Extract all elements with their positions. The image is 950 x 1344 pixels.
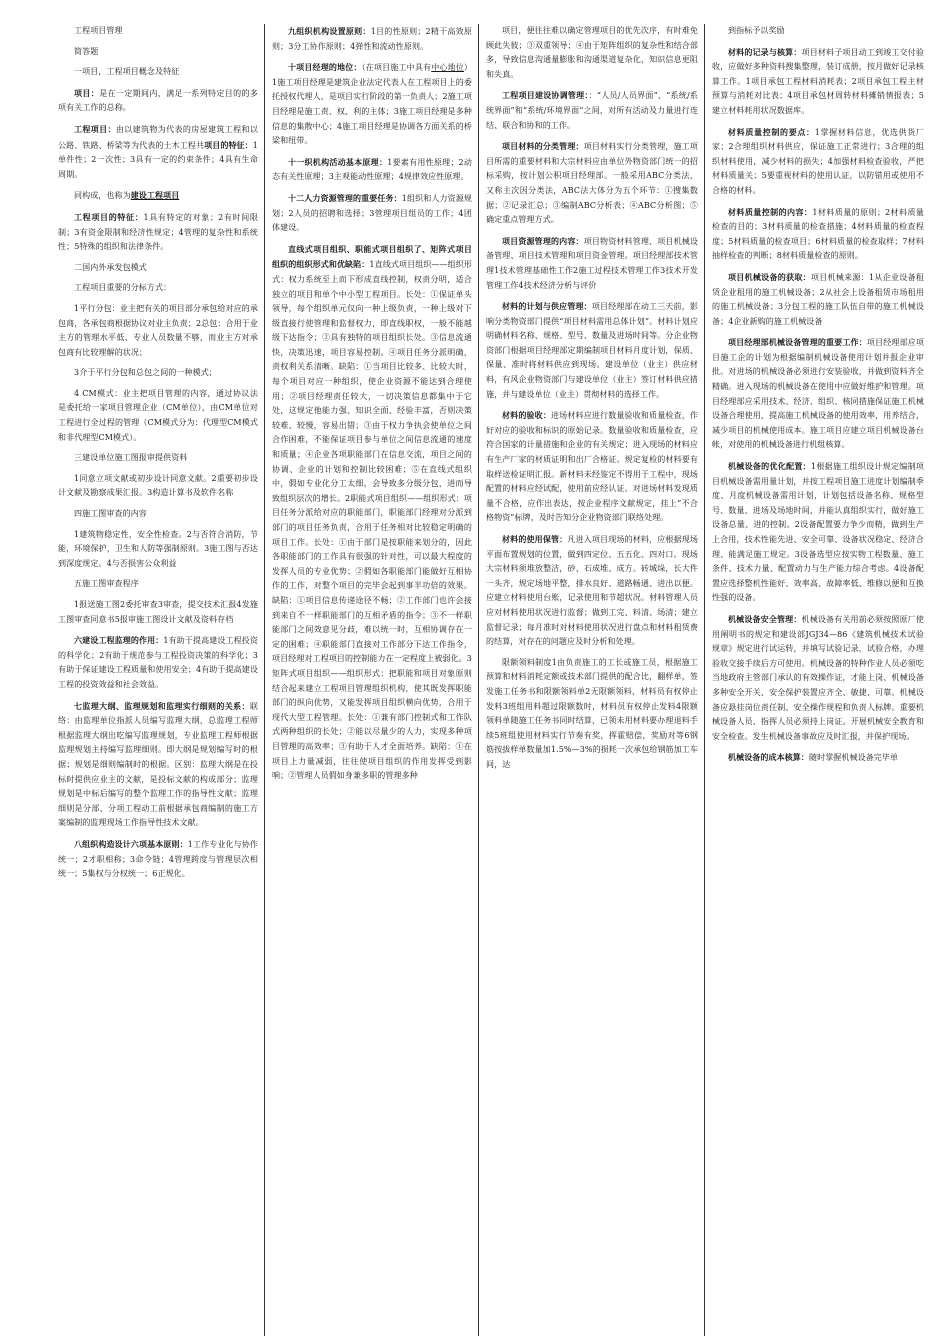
paragraph-heading: 机械设备安全管理：: [728, 613, 802, 624]
paragraph-heading: 机械设备的优化配置：: [728, 461, 811, 472]
paragraph: [486, 408, 698, 526]
paragraph-text: 进场材料应进行数量验收和质量检查，作好对应的验收和标识的原始记录。数量验收和质量检查，应符合国家的计量措施和企业的有关规定；进入现场的材料应有生产厂家的材质证明和出厂合格证。规定复检的材料要有取样送检证明汇报。新材料未经鉴定不得用于工程中，现场配置的材料应经试配，使用前应经认证。对进场材料发现质量不合格，应作出表达，按企业程序文献规定，挂上“不合格物资”标牌，及时告知分企业物资部门联络处理。: [486, 411, 698, 523]
paragraph-text: 1直线式项目组织——组织形式：权力系统至上而下形成直线控制，权责分明，适合独立的项目和单个中小型工程项目。长处：①保证单头领导，每个组织单元仅向一种上级负责，一种上级对下级直接行使管理和监督权力，即直线职权，一般不能越级下达指令；②具有独特的项目组织长处。③信息流通快，决策迅速，项目容易控制。④项目任务分派明确，责权利关系清晰。缺陷：①当项目比较多、比较大时，每个项目对应一种组织，使企业资源不能达到合理使用；②项目经理责任较大，一切决策信息都集中于它处，这规定他能力强、知识全面、经验丰富，否则决策较难、较慢，容易出错；③由于权力争执会使单位之间合作困难，不能保证项目参与单位之间信息流通的速度和质量；④企业各项职能部门在信息交流，项目之间的协调、企业的计划和控制比较困难；⑤在直线式组织中，假如专业化分工太细，会导致多分级分包，进而导致组织层次的增长。2职能式项目组织——组织形式：项目任务分派给对应的职能部门，职能部门经理对分派到部门的项目任务负责，合用于任务相对比较稳定明确的项目工作。长处：①由于部门是按职能来划分的，因此各职能部门的工作具有很强的针对性，可以最大程度的发挥人员的专业优势；②假如各职能部门能做好互相协作的工作，对整个项目的完毕会起到事半功倍的效果。缺陷：①项目信息传递途径不畅；②工作部门也许会接到来自不一样职能部门的互相矛盾的指令；③不一样职能部门之间效意见分歧，难以统一时，互相协调存在一定的困难；④职能部门直接对工作部分下达工作指令，项目经理对工程项目的控制能力在一定程度上被弱化。3矩阵式项目组织——组织形式：把职能和项目对象原则结合起来建立工程项目管理组织机构，使其既发挥职能部门的纵向优势，又能发挥项目组织横向优势，合用于现代大型工程管理。长处：①兼有部门控制式和工作队式两种组织的长处；②能以尽量少的人力，实现多种项目管理的高效率；③有助于人才全面培养。缺陷：①在项目上力量减弱，往往使项目组织的作用发挥受到影响；②管理人员假如身兼多职的管理多种: [272, 260, 472, 781]
paragraph: [486, 656, 698, 773]
paragraph: [58, 45, 258, 60]
paragraph-heading: 建设工程项目: [130, 190, 180, 201]
paragraph-text: 简答题: [74, 46, 99, 56]
paragraph-heading: 材料质量控制的内容：: [728, 206, 813, 217]
paragraph-text: 1要素有用性原理；2动态有关性原理；3主观能动性原理；4规律效应性原理。: [272, 157, 472, 182]
paragraph: [58, 577, 258, 592]
paragraph-text: 1组织和人力资源规划；2人员的招聘和选择；3管理项目组员的工作；4团体建设。: [272, 193, 472, 233]
paragraph: [58, 24, 258, 39]
paragraph: [58, 472, 258, 501]
paragraph-text: 1材料质量的原则；2材料质量检查的目的；3材料质量的检查措施；4材料质量的检查程度；5材料质量的检查项目；6材料质量的检查取样；7材料抽样检查的判断；8材料质量检查的原则。: [712, 207, 924, 261]
paragraph-text: 三建设单位施工图报审提供资料: [74, 453, 188, 463]
paragraph: [58, 261, 258, 276]
paragraph-heading: 材料的计划与供应管理：: [502, 301, 592, 312]
paragraph-heading: 项目资源管理的内容：: [502, 235, 584, 246]
paragraph-text: 1同意立项文献或初步设计同意文献。2重要初步设计文献及勘察成果汇报。3构造计算书及软件名称: [58, 473, 258, 498]
paragraph: [712, 459, 924, 606]
paragraph: [58, 366, 258, 381]
paragraph-text: 1工作专业化与协作统一；2才职相称；3命令链；4管理跨度与管理层次相统一；5集权与分权统一；6正规化。: [58, 839, 258, 879]
paragraph-text: 是在一定期间内，满足一系列特定目的的多项有关工作的总称。: [58, 88, 258, 113]
paragraph-heading: 十项目经理的地位：: [288, 62, 362, 73]
paragraph-text: 四施工图审查的内容: [74, 509, 147, 519]
paragraph: [272, 155, 472, 185]
paragraph: [272, 242, 472, 784]
paragraph-text: 1目的性原则；2精干高效原则；3分工协作原则；4弹性和流动性原则。: [272, 27, 472, 51]
paragraph-text: 项目，便往往难以确定管理项目的优先次序，有时难免顾此失彼；③双重领导；④由于矩阵组织的复杂性和结合部多，导致信息沟通量膨胀和沟通渠道复杂化，知识信息更阻和失真。: [486, 26, 698, 79]
paragraph: [272, 191, 472, 236]
paragraph-heading: 十二人力资源管理的重要任务：: [288, 192, 402, 203]
paragraph-heading: 十一织机构活动基本原理：: [288, 156, 388, 167]
paragraph: [58, 210, 258, 255]
paragraph-text: 到指标予以奖励: [728, 26, 785, 35]
paragraph: [712, 45, 924, 119]
paragraph-text: 五施工图审查程序: [74, 579, 139, 589]
paragraph-heading: 工程项目：: [74, 123, 116, 134]
paragraph-text: 工程项目重要的分标方式：: [74, 283, 172, 293]
paragraph: [58, 122, 258, 182]
paragraph-heading: 材料的验收：: [502, 410, 552, 421]
paragraph-heading: 六建设工程监理的作用：: [74, 635, 164, 646]
paragraph-text: 4 CM模式：业主把项目管理的内容，通过协议法是委托给一家项目管理企业（CM单位），由CM单位对工程进行全过程的管理（CM模式分为：代理型CM模式和非代理型CM模式）。: [58, 388, 258, 442]
paragraph-heading: 项目：: [74, 87, 100, 98]
paragraph-heading: 材料的使用保管：: [502, 534, 568, 544]
paragraph-heading: 七监理大纲、监理规划和监理实行细则的关系：: [74, 700, 250, 711]
paragraph-heading: 项目材料的分类管理：: [502, 141, 584, 152]
paragraph-text: 凡进入项目现场的材料，应根据现场平面布置规划的位置，做到四定位、五五化、四对口。现场大宗材料须堆放整洁，砂、石成堆、成方。砖城垛，长大件一头齐，规定场地平整，排水良好、道路畅通、进出以便。应建立材料使用台账，记录使用和节超状况。材料管理人员应对材料使用状况进行监督；做到工完、料清、场清；建立监督记录；每月准时对材料使用状况进行盘点和材料租赁费的结算，对存在的问题应及时分析和处理。: [486, 535, 698, 647]
paragraph-text: 项目经理部在动工三天前，影响分类物资部门提供“项目材料需用总体计划”。材料计划应明确材料名称、规格、型号、数量及进场时间等。分企业物资部门根据项目经理部定期编制项目材料月度计划，保质、保量、准时将材料供应到现场。建设单位（业主）供应材料，有风企业物资部门与建设单位（业主）签订材料供应措施，并与建设单位（业主）贯彻材料的选择工作。: [486, 302, 698, 399]
text-columns: [58, 24, 936, 1336]
paragraph: [486, 299, 698, 402]
paragraph: [58, 699, 258, 831]
paragraph: [712, 270, 924, 329]
paragraph: [272, 60, 472, 149]
paragraph: [58, 387, 258, 445]
paragraph-heading: 项目的特征：: [204, 139, 253, 150]
paragraph-heading: 八组织构造设计六项基本原则：: [74, 838, 188, 849]
paragraph: [712, 125, 924, 199]
paragraph: [58, 633, 258, 692]
paragraph-text: 限额领料制度1由负责施工的工长或施工员，根据施工预算和材料消耗定额或技术部门提供的配合比，翻样单，签发施工任务书和限额领料单2无限额领料，材料员有权停止发料3班组用料超过限额数时，材料员有权停止发料4限额领料单随施工任务书同时结算，已领未用材料要办理退料手续5班组使用材料实行节奏有奖，挥霍赔偿，奖励对等6钢筋按拔样单数量加1.5%—3%的损耗一次承包给钢筋加工车间，达: [486, 657, 698, 769]
paragraph: [58, 65, 258, 80]
paragraph-text: 项目经理部应项目施工企的计划为根据编制机械设备使用计划并报企业审批。对进场的机械设备必须进行安装验收，并做到资料齐全精确。进入现场的机械设备在使用中应做好维护和管理。项目经理部应采用技术、经济、组织、核同措施保证施工机械设备合理使用，提高施工机械设备的使用效率，用养结合，减少项目的机械使用成本。施工项目应建立项目机械设备台帐，对使用的机械设备进行机组核算。: [712, 338, 924, 450]
paragraph-text: 项目物资材料管理、项目机械设备管理、项目技术管理和项目资金管理。项目经理部技术管理1技术管理基础性工作2施工过程技术管理工作3技术开发管理工作4技术经济分析与评价: [486, 236, 698, 290]
paragraph-text: 同构成，也称为: [74, 191, 131, 201]
paragraph-text: 随时掌握机械设备完毕单: [809, 753, 899, 763]
paragraph-heading: 九组织机构设置原则：: [288, 26, 371, 36]
paragraph-text: 二国内外承发包模式: [74, 262, 147, 272]
paragraph-heading: 材料的记录与核算：: [728, 46, 802, 57]
paragraph-text: 项目材料子项目动工到竣工交付验收，应做好多种资料搜集整理，装订成册，按月做好记录核算工作。1项目承包工程材料消耗表；2项目承包工程主材预算与消耗对比表；4项目承包材周转材料摊销情报表；5建立材料耗用状况数据库。: [712, 47, 924, 115]
paragraph-heading: 材料质量控制的要点：: [728, 126, 815, 137]
column-2: [272, 24, 472, 1336]
column-4: [712, 24, 924, 1336]
paragraph-text: 项目机械来源：1从企业设备租赁企业租用的施工机械设备；2从社会上设备租赁市场租用的施工机械设备；3分包工程的施工队伍自带的施工机械设备；4企业新购的施工机械设备: [712, 272, 924, 326]
paragraph: [58, 188, 258, 204]
paragraph-text: 机械设备有关用前必须按照原厂使用阐明书的规定和建设部JGJ34—86《建筑机械技术试验规章》规定进行试运转，并填写试验记录，试验合格，办理验收交接手续后方可使用。机械设备的特种作业人员必须吃当地政府主管部门承认的有效操作证，才能上岗、机械设备多种安全开关、安全保护装置应齐全、敏捷、可靠。机械设备应悬挂岗位责任制、安全操作规程和负责人标牌。重要机械设备人员、指挥人员必须持上岗证。开展机械安全教育和安全检查。发生机械设备事故应及时汇报，并保护现场。: [712, 614, 924, 741]
paragraph: [58, 837, 258, 882]
paragraph: [58, 507, 258, 522]
paragraph-text: 1具有特定的对象；2有时间限制；3有资金限制和经济性规定；4管理的复杂性和系统性；5特殊的组织和法律条件。: [58, 212, 258, 252]
paragraph-text: 1掌握材料信息，优选供货厂家；2合理组织材料供应，保证施工正常进行；3合理的组织材料使用，减少材料的损失；4加强材料检查验收，严把材料质量关；5要重视材料的使用认证，以防错用或使用不合格的材料。: [712, 127, 924, 195]
paragraph: [58, 281, 258, 296]
paragraph-text: ：“人员/人员界面”、“系统/系统界面”和“系统/环境界面”之间，对所有活动及力量进行连结、联合和协和的工作。: [486, 91, 698, 130]
paragraph-heading: 项目机械设备的获取：: [728, 271, 811, 282]
paragraph: [486, 88, 698, 133]
underlined-text: 中心地位: [431, 63, 464, 73]
paragraph-text: ）1施工项目经理是建筑企业法定代表人在工程项目上的委托授权代理人，是项目实行阶段的第一负责人；2施工项目经理是施工责、权、利的主体；3施工项目经理是多种信息的集散中心；4施工项目经理是协调各方面关系的桥梁和纽带。: [272, 63, 472, 146]
paragraph-text: （在项目施工中具有: [361, 63, 432, 73]
paragraph: [712, 205, 924, 264]
paragraph-text: 1报送施工图2委托审查3审查，提交技术汇报4发施工图审查同意书5报审施工图设计文献及资料存档: [58, 600, 258, 624]
paragraph: [486, 234, 698, 293]
paragraph: [712, 24, 924, 39]
paragraph-text: 联络：由监理单位指派人员编写监理大纲，总监理工程师根据监理大纲出吃编写监理规划，专业监理工程师根据监理规划主持编写监理细则。即大纲是规划编写时的根据；规划是细则编制时的根据。区别：监理大纲是在投标时提供应业主的文献，是投标文献的构成部分；监理规划是中标后编写的整个监理工作的指导性文献；监理细则是分部、分项工程动工前根据承包商编制的施工方案编制的监理现场工作指导性技术文献。: [58, 701, 258, 828]
paragraph-text: 项目材料实行分类管理，施工项目所需的重要材料和大宗材料应由单位外物资部门统一的招标采购，按计划公积项目经理部。一般采用ABC分类法，又称主次因分类法，ABC法大体分为五个环节：①搜集数据；②记录汇总；③编制ABC分析表；④ABC分析图；⑤确定重点管理方式。: [486, 142, 698, 225]
paragraph: [486, 24, 698, 82]
column-3: [486, 24, 698, 1336]
column-1: [58, 24, 258, 1336]
paragraph-text: 1根据施工组织设计规定编制项目机械设备需用量计划，并按工程项目施工进度计划编制季度、月度机械设备需用计划，计划包括设备名称、规格型号、数量、进场及场地时间，并能认真组织实行，做好施工设备总量、进的控制。2设备配置要力争少而精，做到生产上合用，技术性能先进、安全可靠、设备状况稳定、经济合理、能满足施工规定。3设备选型应按实物工程数量、施工条件、技术力量、配置动力与生产能力综合考虑。4设备配置应选择整机性能好、效率高、故障率低、维修以便和互换性强的设备。: [712, 462, 924, 603]
paragraph-text: 一项目，工程项目概念及特征: [74, 67, 180, 77]
paragraph: [712, 750, 924, 766]
paragraph: [486, 139, 698, 228]
paragraph-heading: 直线式项目组织、职能式项目组织了、矩阵式项目组织的组织形式和优缺陷：: [272, 243, 472, 270]
paragraph: [58, 86, 258, 116]
paragraph: [58, 598, 258, 627]
paragraph-text: 1单件性；2一次性；3具有一定的约束条件；4具有生命周期。: [58, 140, 258, 179]
paragraph: [712, 335, 924, 453]
paragraph-text: 1有助于提高建设工程投资的科学化；2有助于规范参与工程投资决策的科学化；3有助于保证建设工程质量和使用安全；4有助于提高建设工程的投资效益和社会效益。: [58, 636, 258, 689]
paragraph-text: 3介于平行分包和总包之间的一种模式；: [74, 368, 217, 378]
paragraph: [58, 302, 258, 360]
paragraph-text: 1平行分包：业主把有关的项目部分承包给对应的承包商，各承包商根据协议对业主负责；2总包：合用于业主方的管理水平低、专业人员数量不够，而业主方对承包商有比较理解的状况；: [58, 303, 258, 357]
paragraph: [486, 532, 698, 650]
paragraph-heading: 项目经理部机械设备管理的重要工作：: [728, 337, 867, 348]
paragraph-heading: 机械设备的成本核算：: [728, 752, 809, 763]
paragraph-heading: 工程项目的特征：: [74, 211, 144, 222]
paragraph: [272, 24, 472, 54]
paragraph: [712, 612, 924, 744]
paragraph: [58, 528, 258, 572]
paragraph-text: 由以建筑物为代表的房屋建筑工程和以公路、铁路、桥梁等为代表的土木工程共: [58, 124, 258, 150]
paragraph: [58, 451, 258, 466]
paragraph-text: 1建筑物稳定性，安全性检查。2与否符合消防，节能，环境保护，卫生和人防等强制原则。3施工图与否达到深度规定。4与否损害公众利益: [58, 529, 258, 568]
paragraph-text: 工程项目管理: [74, 26, 123, 35]
paragraph-heading: 工程项目建设协调管理：: [502, 90, 589, 101]
